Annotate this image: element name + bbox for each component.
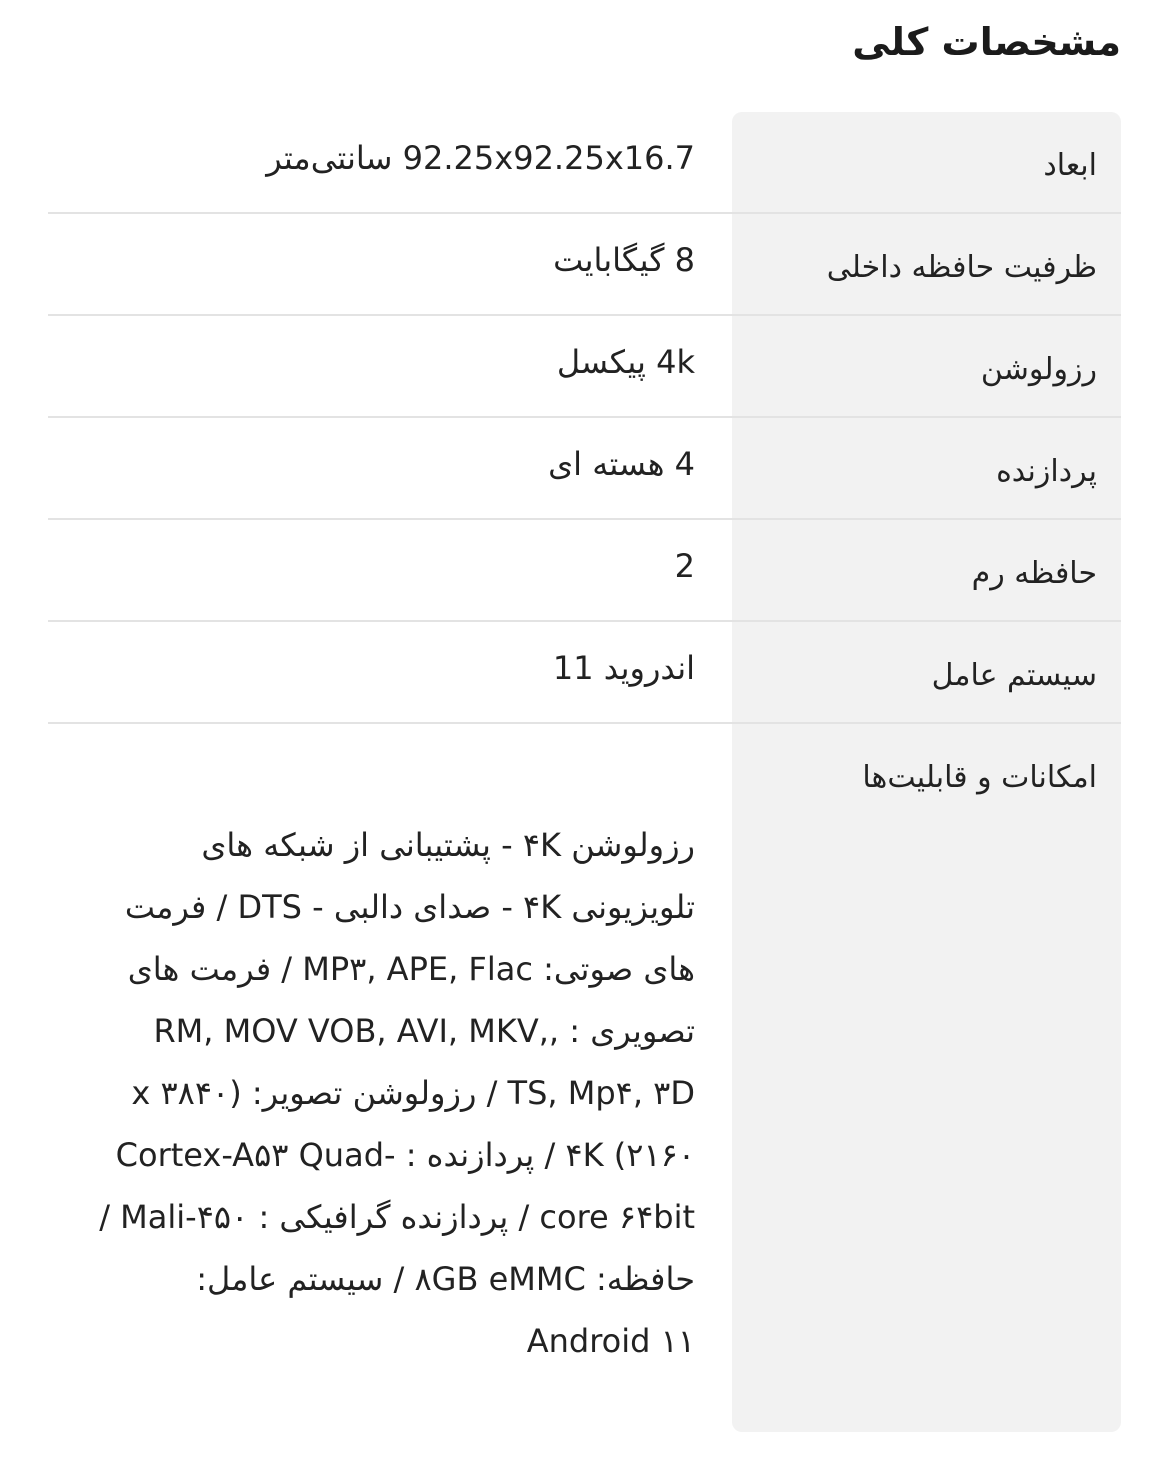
spec-row-ram <box>48 520 1121 622</box>
spec-label: سیستم عامل <box>931 658 1097 693</box>
spec-row-resolution <box>48 316 1121 418</box>
spec-row-os <box>48 622 1121 724</box>
spec-label: پردازنده <box>996 454 1097 489</box>
spec-label: حافظه رم <box>971 556 1097 591</box>
spec-value: 92.25x92.25x16.7 سانتی‌متر <box>266 139 695 177</box>
spec-label: ابعاد <box>1043 148 1097 183</box>
spec-label: رزولوشن <box>980 352 1097 387</box>
spec-row-features <box>48 724 1121 1438</box>
spec-value: 2 <box>674 547 695 585</box>
spec-value: 4 هسته ای <box>548 445 695 483</box>
page-title: مشخصات کلی <box>852 20 1121 64</box>
spec-row-processor <box>48 418 1121 520</box>
spec-value: 8 گیگابایت <box>553 241 695 279</box>
spec-label: ظرفیت حافظه داخلی <box>826 250 1097 285</box>
spec-label: امکانات و قابلیت‌ها <box>862 760 1097 795</box>
spec-value: اندروید 11 <box>552 649 695 687</box>
spec-row-storage <box>48 214 1121 316</box>
spec-value-features: رزولوشن ۴K - پشتیبانی از شبکه های تلویزیونی ۴K - صدای دالبی - DTS / فرمت های صوتی: MP۳, APE, Flac / فرمت های تصویری : ,RM, MOV VOB, AVI, MKV, TS, Mp۴, ۳D / رزولوشن تصویر: (۳۸۴۰ x ۲۱۶۰) ۴K / پردازنده : Cortex-A۵۳ Quad-core ۶۴bit / پردازنده گرافیکی : Mali-۴۵۰ / حافظه: ۸GB eMMC / سیستم عامل: Android ۱۱ <box>99 826 695 1360</box>
specs-table <box>48 112 1121 1438</box>
spec-value: 4k پیکسل <box>556 343 695 381</box>
spec-row-dimensions <box>48 112 1121 214</box>
